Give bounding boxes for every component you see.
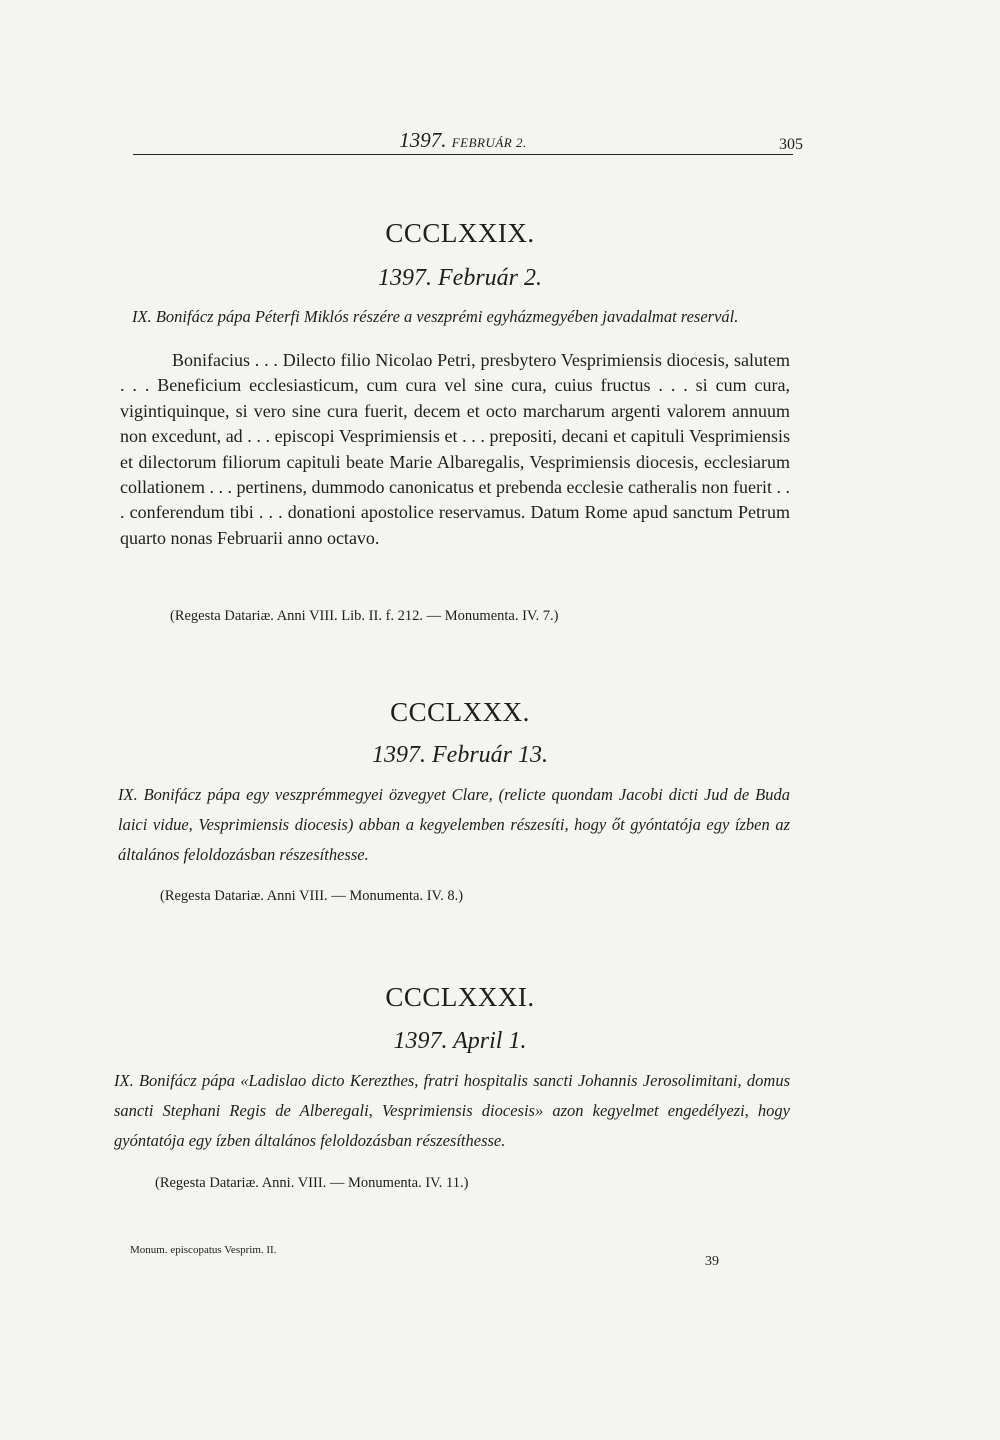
entry-number: CCCLXXIX. <box>385 218 535 248</box>
entry-date: 1397. Február 2. <box>378 265 542 291</box>
entry-body: Bonifacius . . . Dilecto filio Nicolao Petri, presbytero Vesprimiensis diocesis, salutem . . . Beneficium ecclesiasticum, cum cura vel sine cura, cuius fructus . . . si cum cura, vigintiquinque, si vero sine cura fuerit, decem et octo marcharum argenti valorem annuum non excedunt, ad . . . episcopi Vesprimiensis et . . . prepositi, decani et capituli Vesprimiensis et dilectorum filiorum capituli beate Marie Albaregalis, Vesprimiensis diocesis, ecclesiarum collationem . . . pertinens, dummodo canonicatus et prebenda ecclesie catheralis non fuerit . . . conferendum tibi . . . donationi apostolice reservamus. Datum Rome apud sanctum Petrum quarto nonas Februarii anno octavo. <box>120 350 790 548</box>
entry-reference: (Regesta Datariæ. Anni VIII. — Monumenta. IV. 8.) <box>160 888 464 904</box>
header-title <box>133 128 793 153</box>
entry-summary: IX. Bonifácz pápa Péterfi Miklós részére a veszprémi egyházmegyében javadalmat reservál. <box>132 307 739 326</box>
entry-reference: (Regesta Datariæ. Anni. VIII. — Monumenta. IV. 11.) <box>155 1175 469 1191</box>
entry-number: CCCLXXX. <box>390 697 530 727</box>
header-month: FEBRUÁR 2. <box>451 135 527 150</box>
entry-summary: IX. Bonifácz pápa «Ladislao dicto Kerezthes, fratri hospitalis sancti Johannis Jerosolimitani, domus sancti Stephani Regis de Alberegali, Vesprimiensis diocesis» azon kegyelmet engedélyezi, hogy gyóntatója egy ízben általános feloldozásban részesíthesse. <box>114 1071 790 1150</box>
signature-mark: Monum. episcopatus Vesprim. II. <box>130 1244 277 1256</box>
entry-number: CCCLXXXI. <box>385 982 535 1012</box>
entry-summary: IX. Bonifácz pápa egy veszprémmegyei özvegyet Clare, (relicte quondam Jacobi dicti Jud de Buda laici vidue, Vesprimiensis diocesis) abban a kegyelemben részesíti, hogy őt gyóntatója egy ízben az általános feloldozásban részesíthesse. <box>118 785 790 864</box>
entry-date: 1397. April 1. <box>393 1028 527 1054</box>
entry-date: 1397. Február 13. <box>372 742 548 768</box>
header-year: 1397. <box>399 128 447 152</box>
entry-reference: (Regesta Datariæ. Anni VIII. Lib. II. f. 212. — Monumenta. IV. 7.) <box>170 608 559 624</box>
running-header <box>133 128 803 155</box>
sheet-number: 39 <box>705 1254 719 1269</box>
page-number: 305 <box>779 136 803 153</box>
